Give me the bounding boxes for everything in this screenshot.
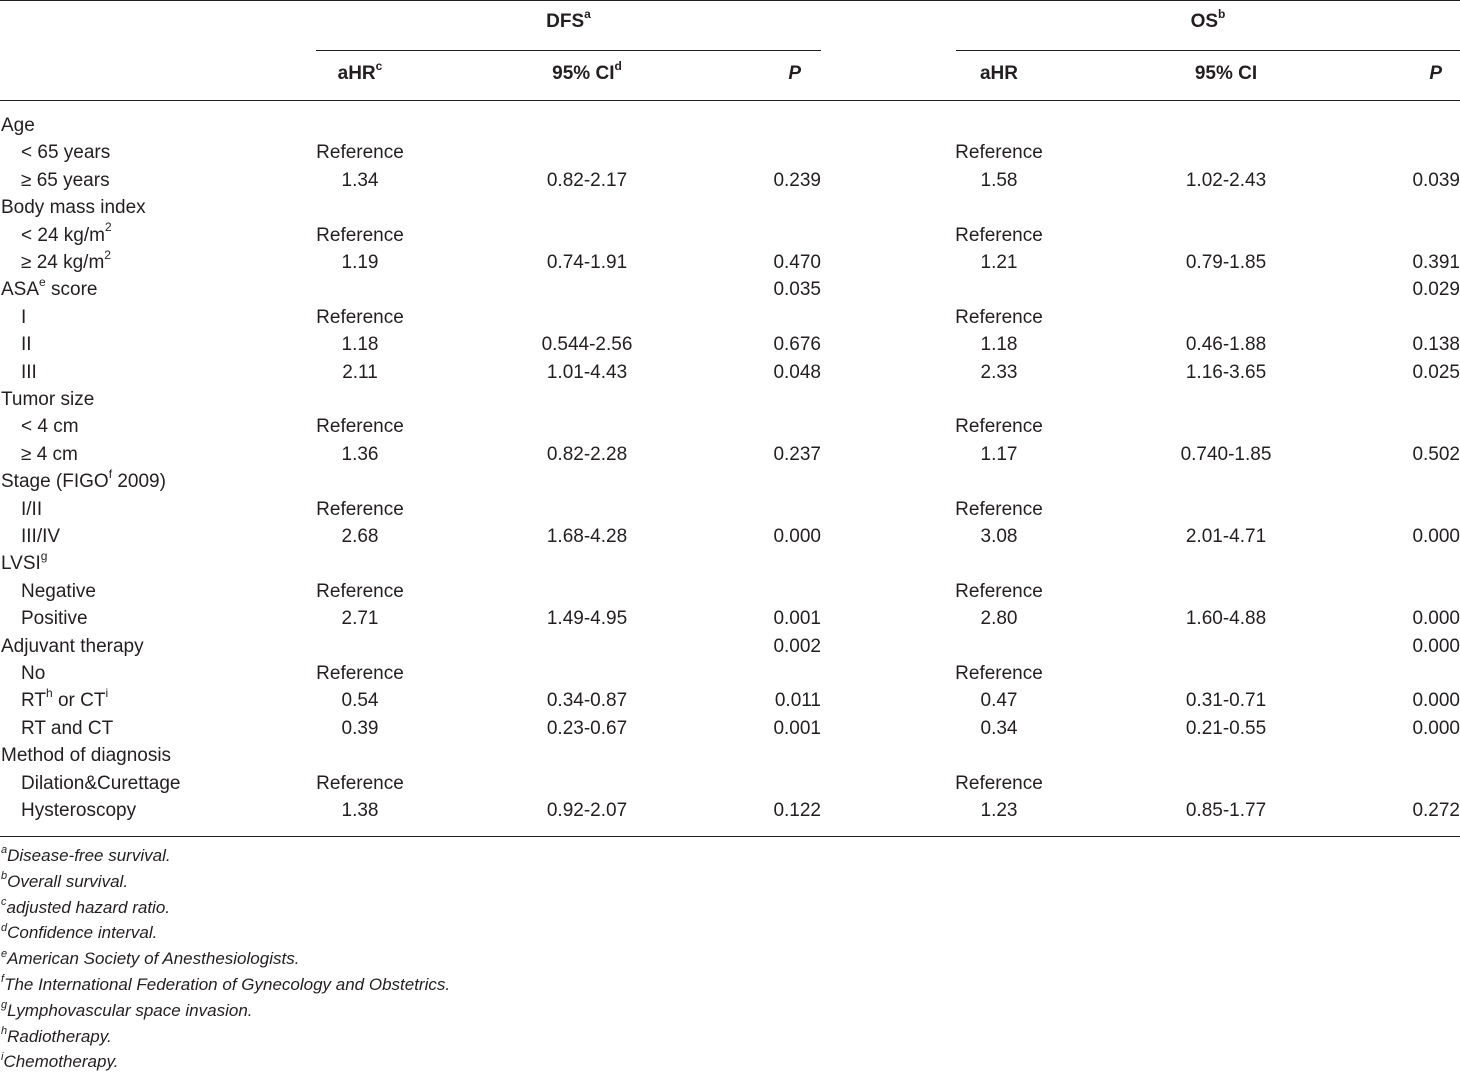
os-group-sup: b [1218,6,1226,21]
cell-dfs-ci: 0.34-0.87 [546,690,628,712]
cell-dfs-p: 0.048 [773,361,821,383]
row-label [1,468,166,495]
top-rule [0,0,1460,1]
footnote-text: Chemotherapy. [3,1052,119,1072]
row-label-text: Stage (FIGO [1,471,109,493]
cell-dfs-p: 0.001 [773,717,821,739]
row-label-text: ASA [1,279,40,301]
row-label-sup: 2 [104,220,112,235]
cell-dfs-ahr: 0.54 [341,690,379,712]
footnote-sup: h [1,1024,8,1037]
row-label [1,112,35,139]
row-label [21,167,110,194]
cell-os-p: 0.039 [1412,169,1460,191]
row-label [1,742,171,769]
cell-os-ahr: Reference [955,224,1043,246]
cell-dfs-ci: 0.82-2.28 [546,443,628,465]
row-label-text: < 24 kg/m [21,224,105,246]
header-os-ahr-label: aHR [979,63,1018,84]
cell-dfs-p: 0.000 [773,526,821,547]
cell-os-p: 0.000 [1412,717,1460,739]
dfs-group-rule [316,50,821,51]
row-label-sup: 2 [104,247,111,262]
row-label-text: Age [1,115,35,136]
cell-dfs-p: 0.122 [773,800,821,821]
footnote [1,872,128,892]
row-label-text: Body mass index [1,197,146,219]
os-group-rule [956,50,1460,51]
footnote-text: Disease-free survival. [7,846,171,865]
row-label-text: I/II [21,498,43,520]
os-group-label: OS [1190,11,1219,32]
header-os-p-label: P [1429,63,1442,84]
cell-dfs-ci: 1.01-4.43 [546,361,628,383]
row-label [21,331,32,358]
cell-os-ci: 1.16-3.65 [1185,361,1267,383]
os-group-heading [956,6,1460,33]
cell-dfs-ahr: Reference [316,416,404,438]
cell-os-ci: 1.60-4.88 [1185,608,1267,630]
cell-os-ahr: 2.80 [980,608,1018,630]
row-label-text: LVSI [1,553,41,575]
cell-os-ahr: 0.47 [980,690,1018,712]
header-dfs-p-label: P [788,63,801,84]
header-rule [0,100,1460,101]
cell-os-ci: 0.21-0.55 [1185,717,1267,739]
cell-dfs-p: 0.237 [773,443,821,465]
header-dfs-ci-sup: d [614,58,622,73]
cell-os-p: 0.138 [1412,334,1460,356]
cell-os-ci: 0.740-1.85 [1180,443,1272,465]
cell-os-p: 0.391 [1412,252,1460,273]
row-label [21,304,26,331]
cell-os-ci: 1.02-2.43 [1185,169,1267,191]
footnote [1,895,170,918]
cell-dfs-ahr: Reference [316,142,404,164]
footnote-text: Overall survival. [7,871,129,891]
cell-dfs-p: 0.002 [773,635,821,657]
cell-dfs-ahr: Reference [316,772,404,794]
cell-dfs-ahr: 2.68 [341,526,379,547]
row-label-text: II [21,334,32,356]
cell-os-ahr: Reference [955,416,1043,438]
dfs-group-heading [316,6,821,33]
cell-dfs-ahr: 1.19 [341,252,379,273]
row-label-text: < 65 years [21,142,111,164]
cell-os-p: 0.502 [1412,443,1460,465]
cell-os-ahr: Reference [955,498,1043,520]
footnote-text: Confidence interval. [7,923,158,943]
cell-dfs-ahr: 1.34 [341,169,379,191]
header-os-ahr [939,63,1059,85]
cell-os-ahr: 1.18 [980,334,1018,356]
row-label-text: RT and CT [21,717,114,739]
cell-os-p: 0.000 [1412,608,1460,630]
header-dfs-ci-label: 95% CI [552,63,615,84]
cell-dfs-ci: 1.49-4.95 [546,608,628,630]
cell-os-ci: 0.31-0.71 [1185,690,1267,712]
cell-os-p: 0.000 [1412,635,1460,657]
dfs-group-label: DFS [546,11,585,32]
row-label [1,194,146,221]
footnote [1,923,157,943]
cell-dfs-p: 0.239 [773,169,821,191]
cell-dfs-ci: 1.68-4.28 [546,526,628,547]
cell-os-ahr: 1.23 [980,800,1018,821]
row-label-sup: h [45,686,53,701]
body-bottom-rule [0,836,1460,837]
row-label-text: ≥ 4 cm [21,443,78,465]
cell-dfs-ahr: Reference [316,580,404,602]
footnote [1,949,299,969]
cell-os-ahr: 1.21 [980,252,1018,273]
row-label [21,715,113,742]
row-label-sup: e [39,275,46,290]
row-label-after: 2009) [112,471,166,493]
row-label [1,550,47,577]
cell-dfs-ci: 0.544-2.56 [541,334,633,356]
footnote-sup: c [1,895,7,908]
row-label [1,633,144,660]
footnote [1,1052,118,1072]
cell-os-p: 0.025 [1412,361,1460,383]
cell-dfs-ci: 0.74-1.91 [546,252,628,273]
row-label [21,249,111,276]
row-label-text: No [21,663,46,684]
row-label-text: III/IV [21,526,61,547]
cell-dfs-ahr: 2.11 [342,361,378,383]
cell-dfs-ahr: Reference [316,663,404,684]
row-label [21,605,88,632]
footnote-text: adjusted hazard ratio. [6,897,170,917]
row-label-sup: g [40,549,48,564]
row-label [21,523,60,550]
cell-dfs-ahr: 1.38 [341,800,379,821]
header-dfs-p [740,63,801,85]
footnote-text: Lymphovascular space invasion. [7,1000,253,1020]
row-label [1,276,97,303]
footnote-text: Radiotherapy. [7,1026,112,1046]
cell-dfs-ahr: 2.71 [341,608,379,630]
cell-dfs-ahr: Reference [316,498,404,520]
row-label-after: or CT [52,690,106,712]
row-label [21,139,110,166]
cell-dfs-ahr: 1.36 [341,443,379,465]
row-label-text: RT [21,690,46,712]
footnote-sup: f [1,973,5,986]
header-os-ci [1146,63,1306,85]
row-label-text: I [21,306,27,328]
row-label [21,441,78,468]
cell-os-p: 0.272 [1412,800,1460,821]
row-label-after: score [45,279,98,301]
row-label-text: Hysteroscopy [21,800,137,821]
row-label-text: Negative [21,580,96,602]
cell-os-ahr: Reference [955,580,1043,602]
cell-os-p: 0.000 [1412,690,1460,712]
cell-os-ahr: 2.33 [980,361,1018,383]
row-label-text: Method of diagnosis [1,745,172,767]
cell-dfs-p: 0.470 [773,252,821,273]
footnote-sup: b [1,870,8,883]
cell-os-p: 0.000 [1412,526,1460,547]
row-label-text: Positive [21,608,88,630]
header-os-ci-label: 95% CI [1194,63,1258,84]
row-label [1,386,94,413]
row-label-text: Dilation&Curettage [21,772,181,794]
row-label-text: Tumor size [1,389,95,410]
row-label-sup: f [108,466,113,481]
cell-os-ahr: Reference [955,663,1043,684]
header-dfs-ahr [300,58,420,85]
footnote-sup: d [1,921,8,934]
row-label-text: ≥ 65 years [21,169,110,191]
cell-dfs-p: 0.035 [773,279,821,301]
row-label-text: Adjuvant therapy [1,635,144,657]
footnote-sup: g [1,999,8,1012]
row-label [21,687,108,714]
footnote [1,846,171,866]
row-label-text: III [21,361,37,383]
row-label [21,797,136,824]
cell-os-ci: 0.46-1.88 [1185,334,1267,356]
header-dfs-ahr-label: aHR [337,63,376,84]
row-label [21,413,79,440]
footnote-sup: a [1,844,8,857]
footnote-text: American Society of Anesthesiologists. [7,949,300,969]
cell-dfs-p: 0.001 [773,608,821,630]
cell-dfs-ci: 0.82-2.17 [546,169,628,191]
header-os-p [1380,63,1442,85]
cell-os-ahr: 0.34 [980,717,1018,739]
cell-dfs-ci: 0.92-2.07 [546,800,628,821]
cell-os-p: 0.029 [1412,279,1460,301]
row-label [21,770,180,797]
cell-dfs-p: 0.676 [773,334,821,356]
row-label [21,496,42,523]
cell-dfs-ci: 0.23-0.67 [546,717,628,739]
cell-os-ahr: 1.17 [980,443,1018,465]
cell-os-ci: 2.01-4.71 [1185,526,1267,547]
row-label [21,660,45,687]
footnote [1,1024,112,1047]
row-label [21,359,37,386]
cell-os-ahr: Reference [955,142,1043,164]
header-dfs-ci [507,58,667,85]
row-label-text: ≥ 24 kg/m [21,252,105,273]
row-label [21,578,96,605]
cell-dfs-ahr: Reference [316,224,404,246]
row-label-text: < 4 cm [21,416,79,438]
cell-os-ahr: Reference [955,306,1043,328]
footnote-sup: e [1,947,8,960]
cell-dfs-ahr: 0.39 [341,717,379,739]
footnote-sup: i [1,1050,4,1063]
footnote-text: The International Federation of Gynecology and Obstetrics. [4,975,451,994]
footnote [1,975,450,995]
cell-os-ahr: Reference [955,772,1043,794]
cell-os-ahr: 1.58 [980,169,1018,191]
cell-os-ahr: 3.08 [980,526,1018,547]
cell-os-ci: 0.79-1.85 [1185,252,1267,273]
cell-os-ci: 0.85-1.77 [1185,800,1267,821]
header-dfs-ahr-sup: c [375,58,383,73]
cell-dfs-ahr: Reference [316,306,404,328]
cell-dfs-p: 0.011 [774,690,821,712]
footnote [1,1001,253,1021]
row-label-sup2: i [105,686,109,701]
cell-dfs-ahr: 1.18 [341,334,379,356]
row-label [21,222,112,249]
dfs-group-sup: a [584,6,591,21]
